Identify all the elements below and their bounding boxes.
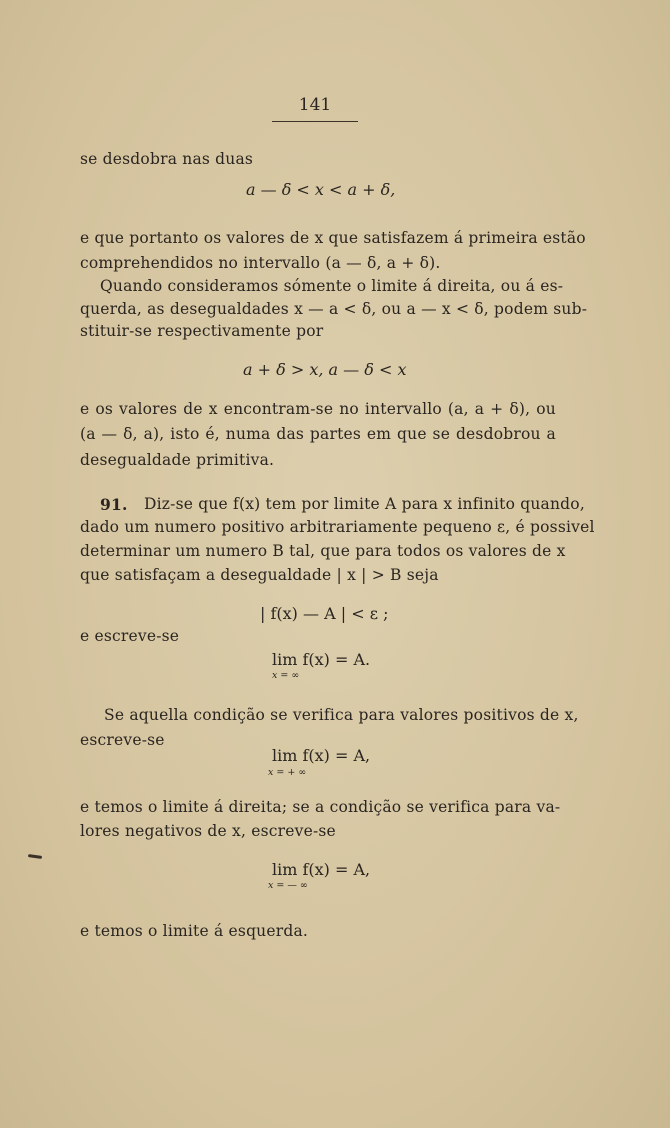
formula-3: | f(x) — A | < ε ; — [260, 604, 389, 623]
text-line-13: que satisfaçam a desegualdade | x | > B seja — [80, 566, 439, 584]
formula-5-subscript: x = + ∞ — [268, 767, 307, 778]
text-line-4: Quando consideramos sómente o limite á direita, ou á es- — [100, 277, 564, 295]
text-line-8: (a — δ, a), isto é, numa das partes em que se desdobrou a — [80, 425, 556, 443]
text-line-14: e escreve-se — [80, 627, 180, 645]
text-line-12: determinar um numero B tal, que para todos os valores de x — [80, 542, 566, 560]
text-line-3: comprehendidos no intervallo (a — δ, a + δ). — [80, 254, 441, 272]
text-line-9: desegualdade primitiva. — [80, 451, 275, 469]
formula-6-subscript: x = — ∞ — [268, 880, 308, 891]
text-line-15: Se aquella condição se verifica para valores positivos de x, — [104, 706, 579, 724]
text-line-10: Diz-se que f(x) tem por limite A para x infinito quando, — [144, 495, 585, 513]
text-line-6: stituir-se respectivamente por — [80, 322, 324, 340]
ink-mark — [28, 854, 42, 859]
page-number: 141 — [298, 95, 332, 115]
formula-5: lim f(x) = A, — [272, 746, 371, 765]
formula-6: lim f(x) = A, — [272, 860, 371, 879]
header-rule — [272, 121, 358, 122]
text-line-16: escreve-se — [80, 731, 165, 749]
formula-1: a — δ < x < a + δ, — [246, 180, 396, 199]
text-line-11: dado um numero positivo arbitrariamente pequeno ε, é possivel — [80, 518, 595, 536]
section-number: 91. — [100, 495, 128, 514]
text-line-1: se desdobra nas duas — [80, 150, 254, 168]
formula-4-subscript: x = ∞ — [272, 670, 300, 681]
formula-2: a + δ > x, a — δ < x — [243, 360, 407, 379]
text-line-7: e os valores de x encontram-se no intervallo (a, a + δ), ou — [80, 400, 556, 418]
text-line-2: e que portanto os valores de x que satisfazem á primeira estão — [80, 229, 586, 247]
formula-4: lim f(x) = A. — [272, 650, 371, 669]
text-line-19: e temos o limite á esquerda. — [80, 922, 309, 940]
text-line-18: lores negativos de x, escreve-se — [80, 822, 336, 840]
text-line-5: querda, as desegualdades x — a < δ, ou a — x < δ, podem sub- — [80, 300, 588, 318]
text-line-17: e temos o limite á direita; se a condição se verifica para va- — [80, 798, 561, 816]
